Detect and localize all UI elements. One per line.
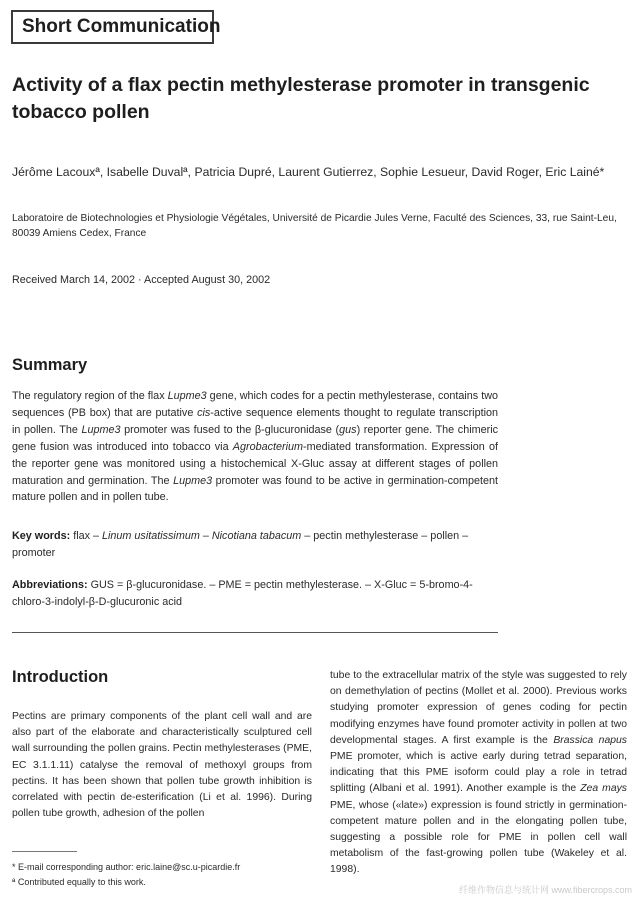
affiliation: Laboratoire de Biotechnologies et Physiologie Végétales, Université de Picardie Jules Verne, Faculté des Sciences, 33, rue Saint-Leu, 80039 Amiens Cedex, France [12,213,617,239]
summary-paragraph: The regulatory region of the flax Lupme3 gene, which codes for a pectin methylesterase, contains two sequences (PB box) that are putative cis-active sequence elements thought to regulate transcription in pollen. The Lupme3 promoter was fused to the β-glucuronidase (gus) reporter gene. The chimeric gene fusion was introduced into tobacco via Agrobacterium-mediated transformation. Expression of the reporter gene was monitored using a histochemical X-Gluc assay at different stages of pollen maturation and germination. The Lupme3 promoter was found to be active in germination-competent mature pollen and in pollen tube. [12,390,498,504]
footnotes [12,860,312,890]
abbreviations: Abbreviations: GUS = β-glucuronidase. – PME = pectin methylesterase. – X-Gluc = 5-bromo-4-chloro-3-indolyl-β-D-glucuronic acid [12,579,473,608]
author-list: Jérôme Lacouxª, Isabelle Duvalª, Patricia Dupré, Laurent Gutierrez, Sophie Lesueur, David Roger, Eric Lainé* [12,165,605,179]
footnote-email: * E-mail corresponding author: eric.laine@sc.u-picardie.fr [12,862,241,872]
section-divider [12,632,498,633]
keywords: Key words: flax – Linum usitatissimum – Nicotiana tabacum – pectin methylesterase – pollen – promoter [12,530,469,559]
introduction-right-column: tube to the extracellular matrix of the style was suggested to rely on demethylation of pectins (Mollet et al. 2000). Previous works studying promoter expression of genes coding for pectin modifying enzymes have found promoter activity in pollen at two developmental stages. A first example is the Brassica napus PME promoter, which is active early during tetrad separation, indicating that this PME isoform could play a role in tetrad splitting (Albani et al. 1991). Another example is the Zea mays PME, whose («late») expression is found strictly in germination-competent mature pollen and in the elongating pollen tube, suggesting a possible role for PME in pollen cell wall metabolism of the fast-growing pollen tube (Wakeley et al. 1998). [330,670,628,876]
watermark: 纤维作物信息与统计网 www.fibercrops.com [458,885,632,895]
abbreviations-label: Abbreviations: [12,579,88,591]
summary-heading: Summary [12,356,88,374]
keywords-label: Key words: [12,530,71,542]
introduction-heading: Introduction [12,668,109,686]
received-dates: Received March 14, 2002 · Accepted August 30, 2002 [12,274,271,286]
footnote-equal-contribution: ª Contributed equally to this work. [12,877,146,887]
introduction-left-column: Pectins are primary components of the plant cell wall and are also part of the elaborate and characteristically sculptured cell wall surrounding the pollen grains. Pectin methylesterases (PME, EC 3.1.1.11) catalyse the removal of methoxyl groups from pectins. It has been shown that pollen tube growth inhibition is correlated with pectin de-esterification (Li et al. 1996). During pollen tube growth, adhesion of the pollen [12,711,312,820]
section-tag: Short Communication [11,10,214,44]
article-title: Activity of a flax pectin methylesterase promoter in transgenic tobacco pollen [12,74,590,123]
footnote-divider [12,851,77,852]
